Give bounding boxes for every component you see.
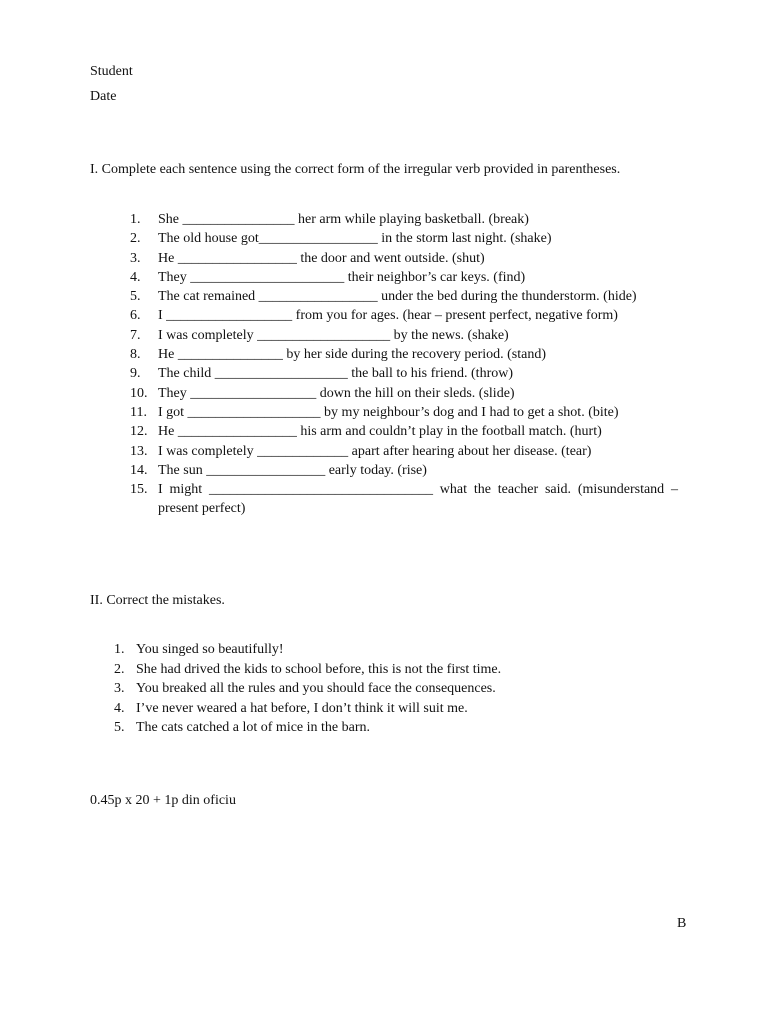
item-text: The cats catched a lot of mice in the barn. (136, 720, 371, 735)
item-text: The sun _________________ early today. (rise) (158, 462, 427, 478)
item-number: 11. (130, 404, 147, 420)
list-item (0, 660, 501, 680)
exercise-1-instruction: I. Complete each sentence using the correct form of the irregular verb provided in parentheses. (90, 162, 621, 177)
list-item (0, 403, 678, 422)
list-item (0, 229, 678, 248)
list-item (0, 679, 501, 699)
date-label: Date (90, 89, 117, 104)
list-item (0, 210, 678, 229)
item-number: 13. (130, 443, 148, 459)
item-number: 14. (130, 462, 148, 478)
item-number: 6. (130, 308, 141, 324)
item-number: 8. (130, 347, 141, 363)
item-text: The old house got_________________ in the storm last night. (shake) (158, 231, 552, 247)
exercise-2-instruction: II. Correct the mistakes. (90, 593, 225, 608)
item-number: 5. (114, 720, 125, 735)
list-item (0, 268, 678, 287)
item-text: The cat remained _________________ under the bed during the thunderstorm. (hide) (158, 289, 637, 305)
item-number: 7. (130, 327, 141, 343)
item-number: 3. (130, 250, 141, 266)
list-item (0, 699, 501, 719)
item-number: 4. (130, 269, 141, 285)
item-text: He _________________ his arm and couldn’t play in the football match. (hurt) (158, 424, 602, 440)
exercise-2-list (0, 640, 501, 738)
item-text: I got ___________________ by my neighbour’s dog and I had to get a shot. (bite) (158, 404, 619, 420)
item-number: 1. (114, 642, 125, 657)
item-number: 5. (130, 289, 141, 305)
item-number: 1. (130, 212, 141, 227)
item-text: You singed so beautifully! (136, 642, 284, 657)
item-number: 15. (130, 482, 148, 498)
list-item (0, 422, 678, 441)
list-item (0, 364, 678, 383)
item-text: I was completely ___________________ by the news. (shake) (158, 327, 509, 343)
item-text: I was completely _____________ apart after hearing about her disease. (tear) (158, 443, 592, 459)
student-label: Student (90, 64, 133, 79)
item-text: She had drived the kids to school before, this is not the first time. (136, 661, 502, 677)
item-text: I __________________ from you for ages. (hear – present perfect, negative form) (158, 308, 618, 324)
list-item (0, 287, 678, 306)
item-text: They ______________________ their neighbor’s car keys. (find) (158, 269, 526, 285)
list-item (0, 718, 501, 738)
list-item (0, 461, 678, 480)
scoring-note: 0.45p x 20 + 1p din oficiu (90, 793, 236, 808)
list-item (0, 384, 678, 403)
item-number: 2. (114, 661, 125, 677)
item-number: 3. (114, 681, 125, 696)
variant-letter: B (677, 916, 687, 931)
item-number: 9. (130, 366, 141, 382)
item-text: She ________________ her arm while playing basketball. (break) (158, 212, 529, 227)
list-item (0, 326, 678, 345)
item-text: They __________________ down the hill on their sleds. (slide) (158, 385, 515, 401)
item-number: 10. (130, 385, 148, 401)
list-item (0, 249, 678, 268)
list-item (0, 345, 678, 364)
item-text: I might ________________________________ what the teacher said. (misunderstand – present perfect) (158, 482, 678, 517)
item-text: I’ve never weared a hat before, I don’t think it will suit me. (136, 700, 468, 716)
item-text: He _______________ by her side during the recovery period. (stand) (158, 347, 547, 363)
item-number: 4. (114, 700, 125, 716)
item-number: 2. (130, 231, 141, 247)
exercise-1-list (0, 210, 678, 519)
item-text: The child ___________________ the ball to his friend. (throw) (158, 366, 513, 382)
item-number: 12. (130, 424, 148, 440)
list-item (0, 480, 678, 519)
list-item (0, 442, 678, 461)
list-item (0, 640, 501, 660)
list-item (0, 306, 678, 325)
item-text: You breaked all the rules and you should face the consequences. (136, 681, 496, 696)
item-text: He _________________ the door and went outside. (shut) (158, 250, 485, 266)
